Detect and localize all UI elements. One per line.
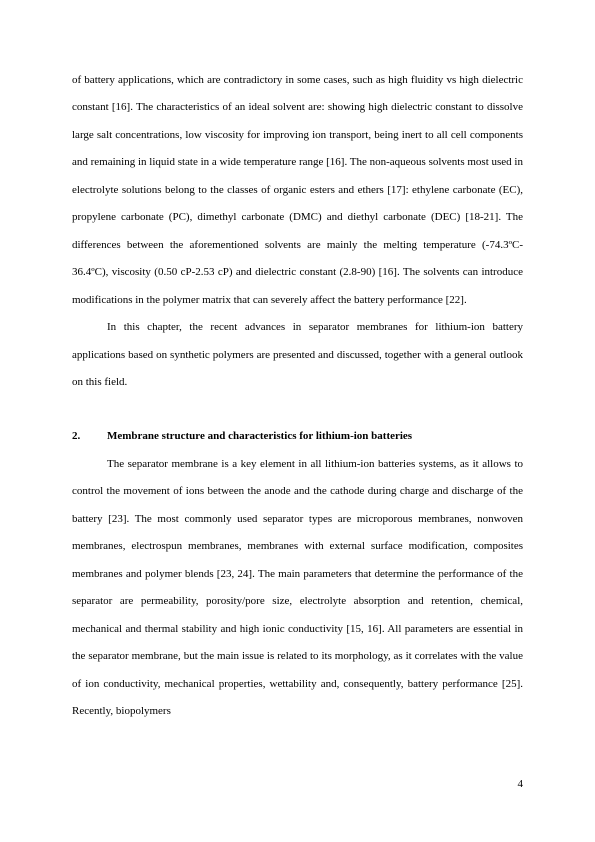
section-heading (72, 423, 523, 450)
paragraph-separator: The separator membrane is a key element in all lithium-ion batteries systems, as it allows to control the movement of ions between the anode and the cathode during charge and discharge of the battery [23]. The most commonly used separator types are microporous membranes, nonwoven membranes, electrospun membranes, membranes with external surface modification, composites membranes and polymer blends [23, 24]. The main parameters that determine the performance of the separator are permeability, porosity/pore size, electrolyte absorption and retention, chemical, mechanical and thermal stability and high ionic conductivity [15, 16]. All parameters are essential in the separator membrane, but the main issue is related to its morphology, as it correlates with the value of ion conductivity, mechanical properties, wettability and, consequently, battery performance [25]. Recently, biopolymers (72, 457, 523, 717)
section-number: 2. (72, 430, 81, 443)
page-number: 4 (517, 778, 523, 790)
section-title: Membrane structure and characteristics for lithium-ion batteries (107, 430, 413, 443)
body-text (72, 67, 523, 725)
paragraph-solvents: of battery applications, which are contradictory in some cases, such as high fluidity vs high dielectric constant [16]. The characteristics of an ideal solvent are: showing high dielectric constant to dissolve large salt concentrations, low viscosity for improving ion transport, being inert to all cell components and remaining in liquid state in a wide temperature range [16]. The non-aqueous solvents most used in electrolyte solutions belong to the classes of organic esters and ethers [17]: ethylene carbonate (EC), propylene carbonate (PC), dimethyl carbonate (DMC) and diethyl carbonate (DEC) [18-21]. The differences between the aforementioned solvents are mainly the melting temperature (-74.3ºC-36.4ºC), viscosity (0.50 cP-2.53 cP) and dielectric constant (2.8-90) [16]. The solvents can introduce modifications in the polymer matrix that can severely affect the battery performance [22]. (72, 74, 523, 306)
paragraph-chapter-intro: In this chapter, the recent advances in separator membranes for lithium-ion battery applications based on synthetic polymers are presented and discussed, together with a general outlook on this field. (72, 321, 523, 388)
